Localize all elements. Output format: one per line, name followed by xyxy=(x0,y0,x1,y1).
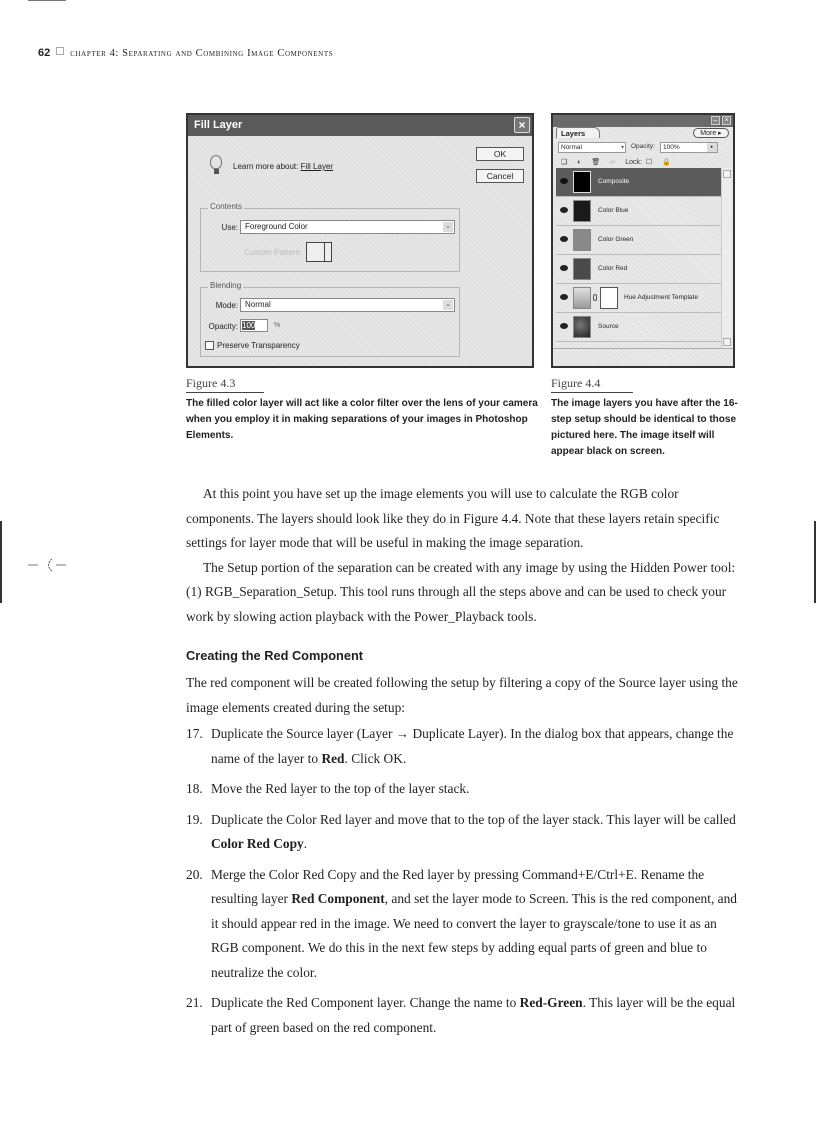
use-select[interactable] xyxy=(240,220,455,234)
layer-mask-thumbnail xyxy=(600,287,618,309)
step-item xyxy=(186,991,738,1040)
use-select-value: Foreground Color xyxy=(245,222,308,231)
preserve-transparency-checkbox[interactable] xyxy=(205,341,214,350)
step-item xyxy=(186,808,738,857)
link-icon[interactable]: ∞ xyxy=(610,159,616,166)
cancel-button[interactable]: Cancel xyxy=(476,169,524,183)
panel-footer xyxy=(553,348,733,367)
ok-button[interactable]: OK xyxy=(476,147,524,161)
step-text-after: , and set the layer mode to Screen. This is the red component, and it should appear red in the image. We need to convert the layer to grayscale/tone to use it as an RGB component. We do this in the next few steps by adding equal parts of green and blue to neutralize the color. xyxy=(211,891,737,980)
visibility-eye-icon[interactable] xyxy=(560,265,568,271)
new-layer-icon[interactable]: ❑ xyxy=(561,159,568,166)
learn-more-text xyxy=(233,162,333,171)
mode-select-value: Normal xyxy=(245,300,271,309)
step-item xyxy=(186,863,738,986)
figure-caption: The image layers you have after the 16-step setup should be identical to those pictured here. The image itself will appear black on screen. xyxy=(551,398,738,457)
step-text-after: . xyxy=(303,836,308,851)
close-icon[interactable]: × xyxy=(514,117,530,133)
step-text: Duplicate the Color Red layer and move that to the top of the layer stack. This layer will be called xyxy=(211,811,736,827)
layer-thumbnail xyxy=(573,171,591,193)
preserve-transparency-label: Preserve Transparency xyxy=(217,341,300,350)
visibility-eye-icon[interactable] xyxy=(560,294,568,300)
learn-more-prefix: Learn more about: xyxy=(233,162,301,171)
step-number: 17. xyxy=(186,726,203,741)
step-number: 19. xyxy=(186,811,203,827)
more-button[interactable]: More ▸ xyxy=(693,128,729,138)
opacity-input[interactable] xyxy=(240,319,268,332)
step-text: Merge the Color Red Copy and the Red layer by pressing Command+E/Ctrl+E. Rename the resulting layer xyxy=(211,866,705,906)
step-item xyxy=(186,722,738,771)
step-number: 18. xyxy=(186,781,203,796)
custom-pattern-label: Custom Pattern: xyxy=(244,248,302,257)
step-bold-term: Red Component xyxy=(291,891,385,906)
tab-layers[interactable]: Layers xyxy=(556,127,600,138)
body-paragraphs xyxy=(186,482,738,629)
chevron-down-icon: ⌄ xyxy=(443,300,453,310)
layer-row-color-red[interactable] xyxy=(556,255,721,284)
figure-4-3-caption-block xyxy=(186,374,541,444)
scroll-down-icon[interactable] xyxy=(723,338,731,346)
paragraph: At this point you have set up the image elements you will use to calculate the RGB color components. The layers should look like they do in Figure 4.4. Note that these layers retain specific settings for layer mode that will be useful in making the image separation. xyxy=(186,486,720,550)
page-number: 62 xyxy=(38,47,51,59)
step-text: Duplicate the Red Component layer. Change the name to xyxy=(211,995,520,1010)
layer-name: Composite xyxy=(598,178,630,185)
step-number: 21. xyxy=(186,995,203,1010)
contents-group-label: Contents xyxy=(210,202,243,211)
layer-thumbnail xyxy=(573,200,591,222)
step-bold-term: Red xyxy=(321,750,345,766)
blend-mode-value: Normal xyxy=(561,144,582,151)
running-head xyxy=(38,47,333,59)
lock-label: Lock: xyxy=(625,159,642,166)
opacity-unit: % xyxy=(274,322,281,329)
scroll-up-icon[interactable] xyxy=(723,170,731,178)
layer-row-color-blue[interactable] xyxy=(556,197,721,226)
blending-group-label: Blending xyxy=(210,281,242,290)
layer-name: Source xyxy=(598,323,619,330)
top-crop-rule xyxy=(28,0,66,1)
chapter-title: chapter 4: Separating and Combining Image Components xyxy=(70,48,334,59)
section-heading: Creating the Red Component xyxy=(186,648,364,663)
opacity-label: Opacity: xyxy=(631,143,655,150)
adjustment-layer-icon[interactable]: ◐ xyxy=(577,159,582,166)
section-intro: The red component will be created following the setup by filtering a copy of the Source layer using the image elements created during the setup: xyxy=(186,675,738,715)
minimize-icon[interactable]: – xyxy=(711,116,720,125)
adjustment-thumbnail xyxy=(573,287,591,309)
registration-mark-icon xyxy=(26,556,70,574)
learn-more-link[interactable]: Fill Layer xyxy=(300,162,334,171)
step-bold-term: Color Red Copy xyxy=(211,836,304,851)
crop-mark-left xyxy=(0,521,2,603)
layer-thumbnail xyxy=(573,229,591,251)
layer-list xyxy=(556,168,721,348)
dialog-titlebar xyxy=(188,115,532,136)
step-item xyxy=(186,777,738,802)
step-number: 20. xyxy=(186,866,203,882)
separator-square-icon xyxy=(56,47,64,55)
close-icon[interactable]: × xyxy=(722,116,731,125)
panel-titlebar xyxy=(553,115,733,127)
chevron-down-icon: ⌄ xyxy=(443,222,453,232)
layer-row-source[interactable] xyxy=(556,313,721,342)
layers-panel xyxy=(551,113,735,368)
layer-name: Color Green xyxy=(598,236,634,243)
paragraph: The Setup portion of the separation can be created with any image by using the Hidden Power tool: (1) RGB_Separation_Setup. This tool runs through all the steps above and can be used to check your work by slowing action playback with the Power_Playback tools. xyxy=(186,559,736,624)
visibility-eye-icon[interactable] xyxy=(560,323,568,329)
step-text-after: . Click OK. xyxy=(344,750,407,766)
delete-layer-icon[interactable]: 🗑 xyxy=(591,159,601,166)
step-text-after: . This layer will be the equal part of green based on the red component. xyxy=(211,995,736,1035)
section-body xyxy=(186,671,738,1046)
figure-label: Figure 4.4 xyxy=(551,376,633,393)
layer-list-scrollbar[interactable] xyxy=(721,168,731,348)
chain-link-icon xyxy=(593,294,597,301)
opacity-value: 100 xyxy=(242,321,256,330)
use-label: Use: xyxy=(221,223,238,232)
visibility-eye-icon[interactable] xyxy=(560,207,568,213)
opacity-field[interactable] xyxy=(660,142,718,153)
layer-row-color-green[interactable] xyxy=(556,226,721,255)
step-bold-term: Red-Green xyxy=(519,995,583,1010)
lightbulb-icon xyxy=(210,155,222,169)
layer-name: Color Red xyxy=(598,265,628,272)
slider-arrow-icon[interactable]: ▸ xyxy=(707,143,717,152)
layer-toolbar xyxy=(561,158,679,166)
visibility-eye-icon[interactable] xyxy=(560,178,568,184)
layer-row-composite[interactable] xyxy=(556,168,721,197)
mode-label: Mode: xyxy=(215,301,238,310)
layer-row-hue-adjustment-template[interactable] xyxy=(556,284,721,313)
layer-thumbnail xyxy=(573,316,591,338)
lock-icon[interactable]: 🔒 xyxy=(662,159,671,166)
contents-group xyxy=(200,208,460,272)
lock-transparency-checkbox[interactable]: ☐ xyxy=(645,159,653,166)
figure-label: Figure 4.3 xyxy=(186,376,264,393)
step-text: Duplicate the Source layer (Layer → Duplicate Layer). In the dialog box that appears, change the name of the layer to xyxy=(211,726,734,766)
custom-pattern-picker[interactable] xyxy=(306,242,332,262)
figure-4-4-caption-block xyxy=(551,374,741,460)
layer-thumbnail xyxy=(573,258,591,280)
lightbulb-base-icon xyxy=(214,169,219,174)
fill-layer-dialog xyxy=(186,113,534,368)
step-text: Move the Red layer to the top of the layer stack. xyxy=(211,781,470,796)
opacity-label: Opacity: xyxy=(208,322,238,331)
figure-caption: The filled color layer will act like a color filter over the lens of your camera when you employ it in making separations of your images in Photoshop Elements. xyxy=(186,398,538,441)
mode-select[interactable] xyxy=(240,298,455,312)
chevron-down-icon: ▾ xyxy=(620,145,624,151)
opacity-value: 100% xyxy=(663,144,680,151)
blend-mode-select[interactable] xyxy=(558,142,626,153)
layer-name: Color Blue xyxy=(598,207,629,214)
dialog-title: Fill Layer xyxy=(194,119,243,131)
visibility-eye-icon[interactable] xyxy=(560,236,568,242)
layer-name: Hue Adjustment Template xyxy=(624,294,698,301)
